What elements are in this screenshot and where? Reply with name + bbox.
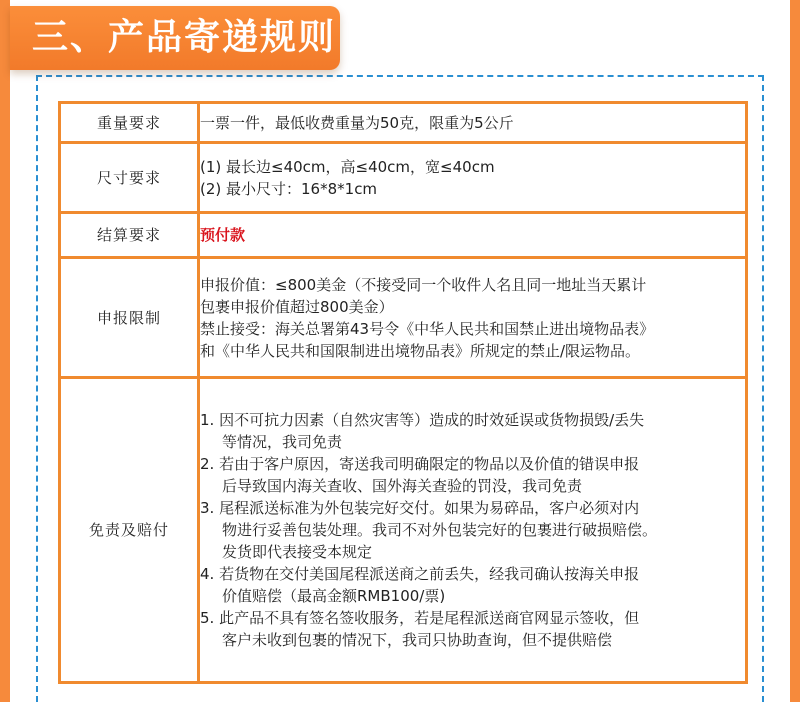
text-line: (1) 最长边≤40cm，高≤40cm，宽≤40cm [200,157,495,176]
section-title: 三、产品寄递规则 [10,6,340,70]
row-content-settlement [199,213,747,258]
text-line: 物进行妥善包装处理。我司不对外包装完好的包裹进行破损赔偿。 [222,521,658,539]
table-row [60,213,747,258]
row-content-weight [199,103,747,143]
table-row [60,143,747,213]
table-row [60,258,747,378]
row-label-size: 尺寸要求 [60,143,199,213]
text-line: 3. 尾程派送标准为外包装完好交付。如果为易碎品，客户必须对内 [200,499,640,517]
text-line: 预付款 [200,226,246,244]
text-line: 和《中华人民共和国限制进出境物品表》所规定的禁止/限运物品。 [200,341,641,360]
text-line: 一票一件，最低收费重量为50克，限重为5公斤 [200,113,514,132]
row-label-liability: 免责及赔付 [60,378,199,683]
row-label-declaration: 申报限制 [60,258,199,378]
text-line: 发货即代表接受本规定 [222,543,373,561]
text-line: 4. 若货物在交付美国尾程派送商之前丢失，经我司确认按海关申报 [200,565,640,583]
text-line: 禁止接受：海关总署第43号令《中华人民共和国禁止进出境物品表》 [200,319,655,338]
row-label-weight: 重量要求 [60,103,199,143]
table-row [60,103,747,143]
text-line: 客户未收到包裹的情况下，我司只协助查询，但不提供赔偿 [222,631,613,649]
row-label-settlement: 结算要求 [60,213,199,258]
text-line: (2) 最小尺寸：16*8*1cm [200,179,378,198]
text-line: 2. 若由于客户原因，寄送我司明确限定的物品以及价值的错误申报 [200,455,640,473]
row-content-liability [199,378,747,683]
text-line: 价值赔偿（最高金额RMB100/票) [222,587,446,605]
table-row [60,378,747,683]
text-line: 等情况，我司免责 [222,433,343,451]
text-line: 后导致国内海关查收、国外海关查验的罚没，我司免责 [222,477,583,495]
rules-table [58,101,748,684]
text-line: 5. 此产品不具有签名签收服务，若是尾程派送商官网显示签收，但 [200,609,640,627]
text-line: 1. 因不可抗力因素（自然灾害等）造成的时效延误或货物损毁/丢失 [200,411,645,429]
row-content-declaration [199,258,747,378]
text-line: 包裹申报价值超过800美金） [200,297,394,316]
text-line: 申报价值：≤800美金（不接受同一个收件人名且同一地址当天累计 [200,275,647,294]
row-content-size [199,143,747,213]
